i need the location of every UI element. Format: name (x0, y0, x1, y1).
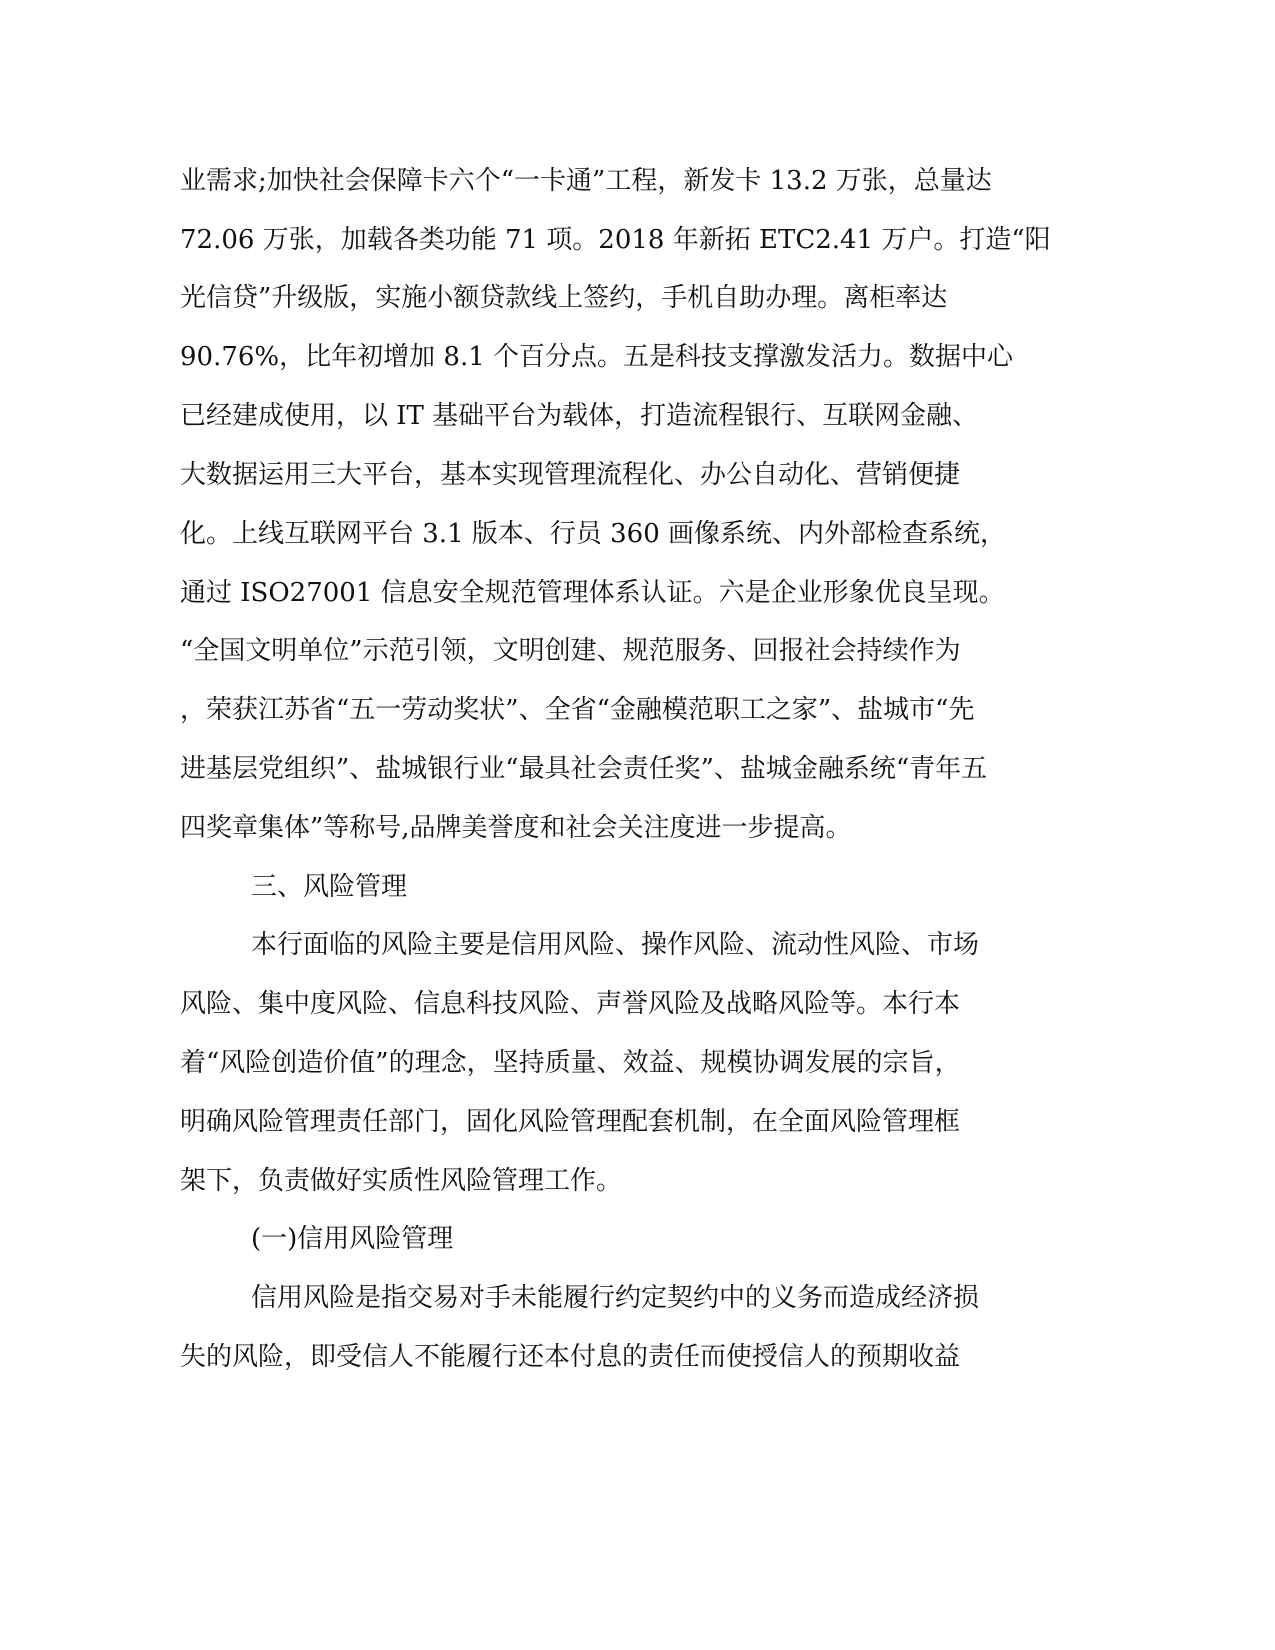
paragraph-line: 90.76%，比年初增加 8.1 个百分点。五是科技支撑激发活力。数据中心 (180, 342, 1014, 372)
subsection-heading: (一)信用风险管理 (251, 1224, 454, 1254)
paragraph-line: 通过 ISO27001 信息安全规范管理体系认证。六是企业形象优良呈现。 (180, 578, 1005, 608)
section-heading: 三、风险管理 (251, 872, 408, 902)
paragraph-line: 已经建成使用，以 IT 基础平台为载体，打造流程银行、互联网金融、 (180, 401, 979, 431)
paragraph-line: 化。上线互联网平台 3.1 版本、行员 360 画像系统、内外部检查系统， (180, 519, 1007, 549)
paragraph-line: 四奖章集体”等称号,品牌美誉度和社会关注度进一步提高。 (180, 813, 852, 843)
paragraph-line: 光信贷”升级版，实施小额贷款线上签约，手机自助办理。离柜率达 (180, 283, 948, 313)
paragraph-line: 大数据运用三大平台，基本实现管理流程化、办公自动化、营销便捷 (180, 460, 961, 490)
paragraph-line: 业需求;加快社会保障卡六个“一卡通”工程，新发卡 13.2 万张，总量达 (180, 166, 992, 196)
paragraph-line: 风险、集中度风险、信息科技风险、声誉风险及战略风险等。本行本 (180, 989, 961, 1019)
paragraph-line: 失的风险，即受信人不能履行还本付息的责任而使授信人的预期收益 (180, 1342, 961, 1372)
paragraph-line: 进基层党组织”、盐城银行业“最具社会责任奖”、盐城金融系统“青年五 (180, 754, 988, 784)
paragraph-line: 架下，负责做好实质性风险管理工作。 (180, 1166, 623, 1196)
paragraph-line: 着“风险创造价值”的理念，坚持质量、效益、规模协调发展的宗旨， (180, 1048, 961, 1078)
paragraph-line: 信用风险是指交易对手未能履行约定契约中的义务而造成经济损 (251, 1283, 980, 1313)
paragraph-line: 本行面临的风险主要是信用风险、操作风险、流动性风险、市场 (251, 930, 980, 960)
paragraph-line: “全国文明单位”示范引领，文明创建、规范服务、回报社会持续作为 (180, 636, 961, 666)
paragraph-line: ，荣获江苏省“五一劳动奖状”、全省“金融模范职工之家”、盐城市“先 (180, 695, 975, 725)
paragraph-line: 72.06 万张，加载各类功能 71 项。2018 年新拓 ETC2.41 万户。打造“阳 (180, 225, 1051, 255)
paragraph-line: 明确风险管理责任部门，固化风险管理配套机制，在全面风险管理框 (180, 1107, 961, 1137)
